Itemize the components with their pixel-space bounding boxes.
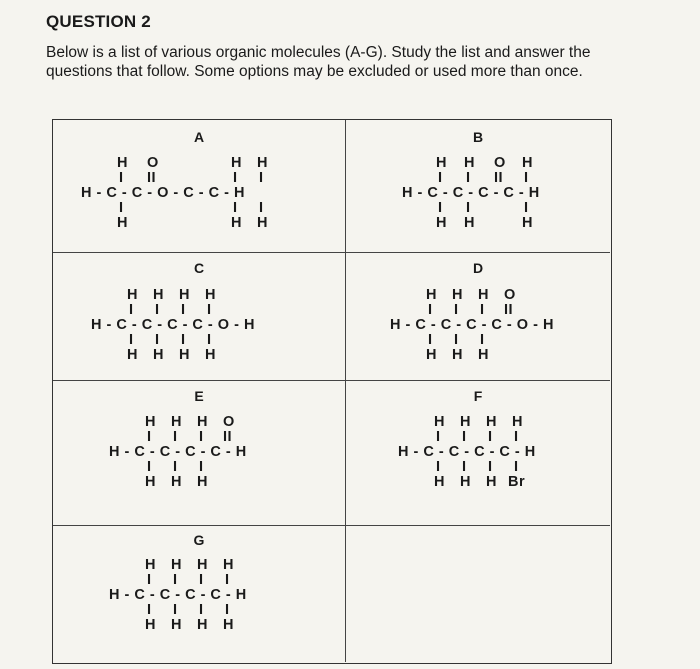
cell-g [53,526,346,662]
cell-b [346,120,610,253]
structure-d: H H H O I I I II H - C - C - C - C - O - H I I I H H H [390,287,554,363]
cell-e [53,381,346,526]
label-f: F [473,388,483,404]
question-title: QUESTION 2 [46,12,151,31]
cell-d [346,253,610,381]
cell-c [53,253,346,381]
molecule-grid [52,119,612,664]
cell-a [53,120,346,253]
label-e: E [194,388,204,404]
label-g: G [193,532,205,548]
structure-e: H H H O I I I II H - C - C - C - C - H I I I H H H [109,414,247,490]
structure-b: H H O H I I II I H - C - C - C - C - H I I I H H H [402,155,540,231]
label-a: A [193,129,205,145]
structure-c: H H H H I I I I H - C - C - C - C - O - H I I I I H H H H [91,287,255,363]
question-intro: Below is a list of various organic molecules (A-G). Study the list and answer the questions that follow. Some options may be excluded or used more than once. [46,44,591,80]
label-d: D [472,260,484,276]
structure-g: H H H H I I I I H - C - C - C - C - H I I I I H H H H [109,557,247,633]
label-c: C [193,260,205,276]
cell-f [346,381,610,526]
label-b: B [472,129,484,145]
structure-f: H H H H I I I I H - C - C - C - C - H I I I I H H H Br [398,414,536,490]
structure-a: H O H H I II I I H - C - C - O - C - C - H I I I H H H [81,155,268,231]
